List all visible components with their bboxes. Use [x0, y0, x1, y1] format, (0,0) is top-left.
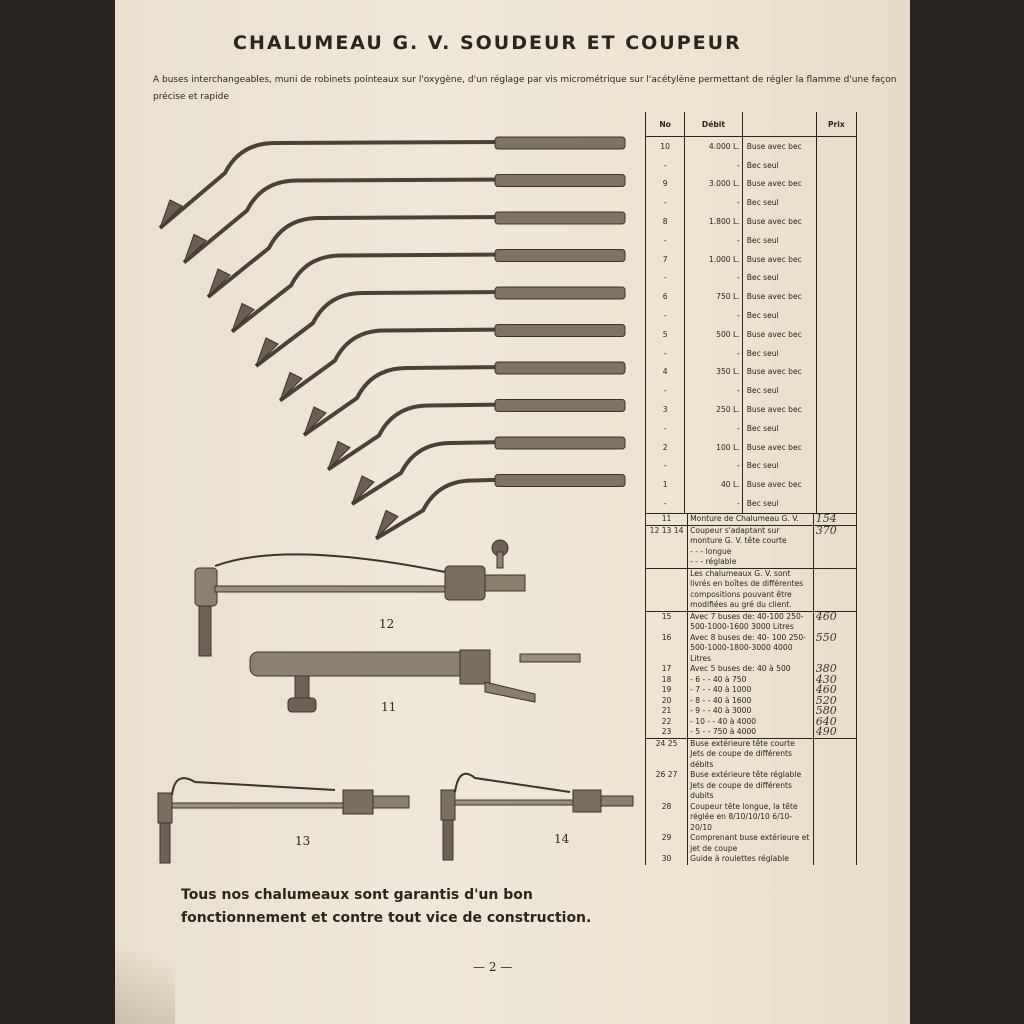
nozzle-fitting	[495, 212, 625, 224]
row-debit: 350 L.	[685, 363, 742, 382]
nozzle-fitting	[495, 437, 625, 449]
row-no: 1	[646, 475, 685, 494]
nozzle-tube	[304, 367, 510, 435]
row-desc: Coupeur tête longue, la tête réglée en 8/10/10/10 6/10-20/10	[688, 802, 814, 834]
row-no: 22	[646, 717, 688, 728]
page-number: — 2 —	[473, 960, 513, 974]
row-prix-handwritten: 460	[813, 685, 856, 696]
row-desc: Buse avec bec	[742, 363, 816, 382]
row-no: -	[646, 269, 685, 288]
row-no: -	[646, 193, 685, 212]
row-debit: 4.000 L.	[685, 137, 742, 156]
torch-13-drawing	[158, 778, 409, 863]
row-desc: Bec seul	[742, 231, 816, 250]
row-no: -	[646, 306, 685, 325]
row-desc: Bec seul	[742, 494, 816, 513]
row-desc: Bec seul	[742, 193, 816, 212]
row-no: -	[646, 419, 685, 438]
nozzle-fitting	[495, 250, 625, 262]
figure-label-11: 11	[381, 700, 397, 714]
row-prix-handwritten: 380	[813, 664, 856, 675]
row-no: -	[646, 344, 685, 363]
row-no: 10	[646, 137, 685, 156]
row-desc: Monture de Chalumeau G. V.	[688, 514, 814, 526]
row-no: 6	[646, 287, 685, 306]
row-debit: 500 L.	[685, 325, 742, 344]
row-no: 20	[646, 696, 688, 707]
row-no: 30	[646, 854, 688, 865]
row-no: 19	[646, 685, 688, 696]
row-debit: 3.000 L.	[685, 175, 742, 194]
row-desc: Bec seul	[742, 457, 816, 476]
row-no: 29	[646, 833, 688, 854]
row-desc: Buse avec bec	[742, 212, 816, 231]
row-debit: -	[685, 344, 742, 363]
nozzle-fitting	[495, 400, 625, 412]
nozzle-fitting	[495, 287, 625, 299]
row-debit: -	[685, 494, 742, 513]
row-debit: -	[685, 306, 742, 325]
row-prix-handwritten: 370	[813, 525, 856, 568]
row-debit: -	[685, 457, 742, 476]
row-desc: - 5 - - 750 à 4000	[688, 727, 814, 738]
row-no: 5	[646, 325, 685, 344]
row-desc: Guide à roulettes réglable	[688, 854, 814, 865]
nozzle-tube	[184, 180, 510, 263]
row-desc: Buse extérieure tête courte Jets de coupe de différents débits	[688, 738, 814, 770]
row-desc: Buse avec bec	[742, 325, 816, 344]
row-debit: -	[685, 381, 742, 400]
row-no: -	[646, 494, 685, 513]
row-desc: Bec seul	[742, 419, 816, 438]
guarantee-statement: Tous nos chalumeaux sont garantis d'un bon fonctionnement et contre tout vice de construction.	[181, 887, 592, 926]
row-no: 8	[646, 212, 685, 231]
row-prix-handwritten: 640	[813, 717, 856, 728]
row-prix-handwritten: 550	[813, 633, 856, 665]
row-no: 9	[646, 175, 685, 194]
nozzle-fitting	[495, 137, 625, 149]
row-desc: Comprenant buse extérieure et jet de coupe	[688, 833, 814, 854]
row-desc: Avec 8 buses de: 40- 100 250-500-1000-1800-3000 4000 Litres	[688, 633, 814, 665]
figure-label-13: 13	[295, 834, 311, 848]
nozzle-tube	[328, 405, 510, 470]
row-desc: - 9 - - 40 à 3000	[688, 706, 814, 717]
row-desc: Avec 5 buses de: 40 à 500	[688, 664, 814, 675]
row-prix-handwritten: 154	[813, 514, 856, 526]
row-desc: Buse avec bec	[742, 400, 816, 419]
row-debit: -	[685, 419, 742, 438]
row-no: 28	[646, 802, 688, 834]
row-desc: - 8 - - 40 à 1600	[688, 696, 814, 707]
page-title: CHALUMEAU G. V. SOUDEUR ET COUPEUR	[233, 32, 742, 54]
row-no: 12 13 14	[646, 525, 688, 568]
nozzle-tip	[376, 511, 398, 539]
row-no: 7	[646, 250, 685, 269]
row-no: 3	[646, 400, 685, 419]
nozzle-drawings	[160, 137, 625, 539]
row-debit: 1.000 L.	[685, 250, 742, 269]
row-debit: -	[685, 231, 742, 250]
row-desc: Bec seul	[742, 344, 816, 363]
row-desc: - 6 - - 40 à 750	[688, 675, 814, 686]
nozzle-tube	[352, 442, 510, 504]
row-debit: 250 L.	[685, 400, 742, 419]
row-desc: Buse avec bec	[742, 287, 816, 306]
row-desc: Bec seul	[742, 156, 816, 175]
row-no: 17	[646, 664, 688, 675]
row-debit: 750 L.	[685, 287, 742, 306]
nozzle-tube	[376, 480, 510, 539]
row-desc: - 7 - - 40 à 1000	[688, 685, 814, 696]
intro-paragraph: A buses interchangeables, muni de robinets pointeaux sur l'oxygène, d'un réglage par vis micrométrique sur l'acétylène permettant de régler la flamme d'une façon précise et rapide	[153, 75, 897, 102]
header-debit: Débit	[685, 112, 742, 137]
row-debit: -	[685, 156, 742, 175]
row-no: 24 25	[646, 738, 688, 770]
row-no: 21	[646, 706, 688, 717]
row-desc: Buse avec bec	[742, 438, 816, 457]
row-desc: Les chalumeaux G. V. sont livrés en boîtes de différentes compositions pouvant être modifiées au gré du client.	[688, 568, 814, 611]
nozzle-tube	[160, 142, 510, 228]
row-prix-handwritten: 430	[813, 675, 856, 686]
row-prix-handwritten: 490	[813, 727, 856, 738]
row-no: 4	[646, 363, 685, 382]
row-prix-handwritten: 520	[813, 696, 856, 707]
row-desc: Bec seul	[742, 306, 816, 325]
row-prix-handwritten: 580	[813, 706, 856, 717]
row-desc: - 10 - - 40 à 4000	[688, 717, 814, 728]
torch-illustrations	[115, 0, 910, 1024]
row-no: -	[646, 457, 685, 476]
figure-label-12: 12	[379, 617, 395, 631]
row-prix-handwritten: 460	[813, 611, 856, 633]
catalog-page	[115, 0, 910, 1024]
nozzle-fitting	[495, 362, 625, 374]
row-no: -	[646, 156, 685, 175]
nozzle-fitting	[495, 175, 625, 187]
torch-11-drawing	[250, 650, 580, 712]
row-no: 26 27	[646, 770, 688, 802]
row-debit: -	[685, 193, 742, 212]
row-debit: 1.800 L.	[685, 212, 742, 231]
row-desc: Buse avec bec	[742, 250, 816, 269]
row-no: 2	[646, 438, 685, 457]
row-desc: Coupeur s'adaptant sur monture G. V. tête courte - - - longue - - - réglable	[688, 525, 814, 568]
nozzle-tube	[280, 330, 510, 401]
row-desc: Bec seul	[742, 269, 816, 288]
row-debit: 40 L.	[685, 475, 742, 494]
row-no: 23	[646, 727, 688, 738]
torch-12-drawing	[195, 540, 525, 656]
torch-14-drawing	[441, 774, 633, 860]
row-desc: Buse avec bec	[742, 175, 816, 194]
row-no: 16	[646, 633, 688, 665]
header-prix: Prix	[816, 112, 856, 137]
nozzle-fitting	[495, 475, 625, 487]
row-no: 11	[646, 514, 688, 526]
row-desc: Bec seul	[742, 381, 816, 400]
row-no: -	[646, 381, 685, 400]
figure-label-14: 14	[554, 832, 570, 846]
row-no: 15	[646, 611, 688, 633]
row-no: 18	[646, 675, 688, 686]
row-desc: Buse avec bec	[742, 475, 816, 494]
row-no: -	[646, 231, 685, 250]
nozzle-fitting	[495, 325, 625, 337]
row-debit: -	[685, 269, 742, 288]
row-desc: Avec 7 buses de: 40-100 250-500-1000-1600 3000 Litres	[688, 611, 814, 633]
row-debit: 100 L.	[685, 438, 742, 457]
header-no: No	[646, 112, 685, 137]
row-desc: Buse avec bec	[742, 137, 816, 156]
row-desc: Buse extérieure tête réglable Jets de coupe de différents dubits	[688, 770, 814, 802]
